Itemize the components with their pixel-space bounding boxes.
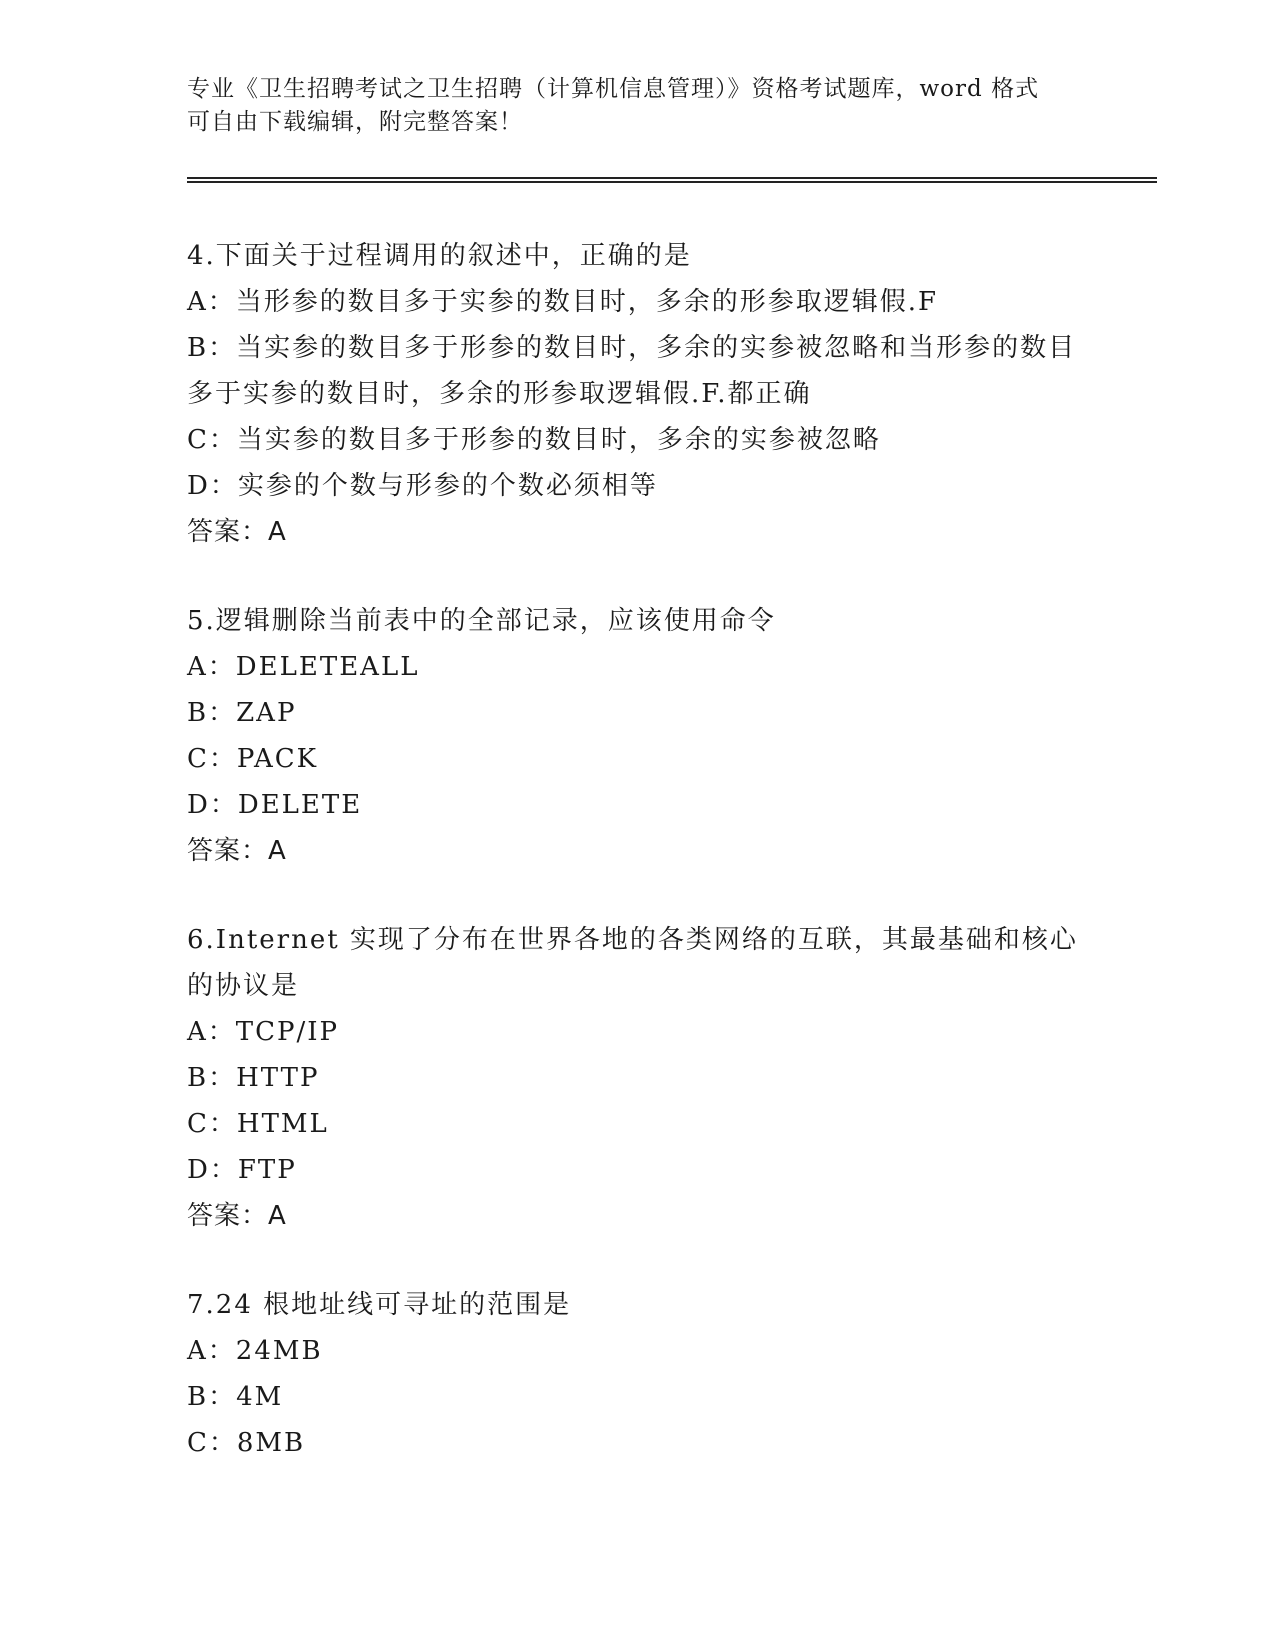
question-stem: 6.Internet 实现了分布在世界各地的各类网络的互联，其最基础和核心的协议是 xyxy=(187,925,1078,1001)
option-a: A：当形参的数目多于实参的数目时，多余的形参取逻辑假.F xyxy=(187,287,939,317)
page-header xyxy=(187,73,1087,139)
answer-line: 答案：A xyxy=(187,1201,287,1231)
option-b: B：ZAP xyxy=(187,698,297,728)
option-d: D：DELETE xyxy=(187,790,363,820)
option-d: D：FTP xyxy=(187,1155,297,1185)
option-c: C：当实参的数目多于形参的数目时，多余的实参被忽略 xyxy=(187,425,881,455)
answer-line: 答案：A xyxy=(187,836,287,866)
question-list xyxy=(187,233,1087,1509)
header-line-2: 可自由下载编辑，附完整答案！ xyxy=(187,109,523,135)
option-c: C：8MB xyxy=(187,1428,306,1458)
answer-line: 答案：A xyxy=(187,517,287,547)
question-stem: 5.逻辑删除当前表中的全部记录，应该使用命令 xyxy=(187,606,776,636)
question-stem: 4.下面关于过程调用的叙述中，正确的是 xyxy=(187,241,692,271)
header-line-1: 专业《卫生招聘考试之卫生招聘（计算机信息管理）》资格考试题库，word 格式 xyxy=(187,76,1040,102)
question-5 xyxy=(187,598,1087,874)
option-d: D：实参的个数与形参的个数必须相等 xyxy=(187,471,658,501)
option-b: B：当实参的数目多于形参的数目时，多余的实参被忽略和当形参的数目多于实参的数目时，多余的形参取逻辑假.F.都正确 xyxy=(187,333,1077,409)
option-b: B：HTTP xyxy=(187,1063,320,1093)
option-b: B：4M xyxy=(187,1382,284,1412)
question-4 xyxy=(187,233,1087,555)
question-6 xyxy=(187,917,1087,1239)
option-a: A：24MB xyxy=(187,1336,323,1366)
option-c: C：HTML xyxy=(187,1109,329,1139)
option-c: C：PACK xyxy=(187,744,319,774)
option-a: A：TCP/IP xyxy=(187,1017,340,1047)
question-7 xyxy=(187,1282,1087,1466)
option-a: A：DELETEALL xyxy=(187,652,420,682)
question-stem: 7.24 根地址线可寻址的范围是 xyxy=(187,1290,572,1320)
header-divider xyxy=(187,177,1157,183)
